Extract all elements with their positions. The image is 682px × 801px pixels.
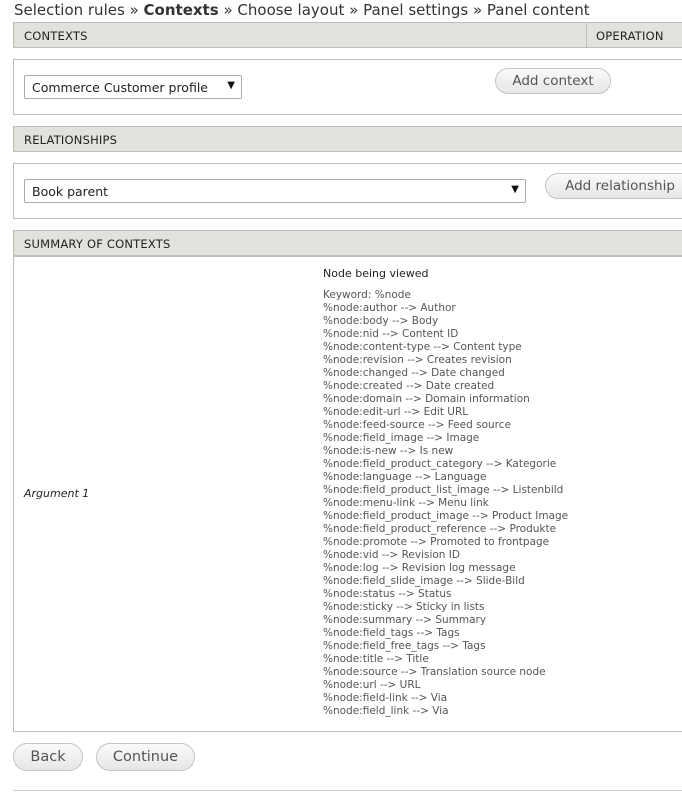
list-item: Keyword: %node	[323, 289, 411, 301]
list-item: %node:created --> Date created	[323, 380, 495, 392]
breadcrumb-item-selection-rules: Selection rules	[14, 1, 125, 19]
list-item: %node:changed --> Date changed	[323, 367, 505, 379]
breadcrumb-separator: »	[129, 1, 139, 19]
list-item: %node:field_free_tags --> Tags	[323, 640, 486, 652]
context-type-select-value: Commerce Customer profile	[32, 80, 208, 95]
breadcrumb-separator: »	[223, 1, 233, 19]
list-item: %node:field_product_image --> Product Image	[323, 510, 569, 522]
add-context-button[interactable]: Add context	[495, 68, 611, 94]
relationship-type-select-value: Book parent	[32, 184, 109, 199]
continue-button[interactable]: Continue	[96, 743, 195, 771]
list-item: %node:field_product_category --> Kategorie	[323, 458, 557, 470]
list-item: %node:language --> Language	[323, 471, 487, 483]
list-item: %node:field_image --> Image	[323, 432, 480, 444]
operation-header-label: OPERATION	[596, 29, 664, 43]
list-item: %node:field_slide_image --> Slide-Bild	[323, 575, 525, 587]
add-relationship-button[interactable]: Add relationship	[545, 173, 682, 199]
breadcrumb-item-panel-content: Panel content	[486, 1, 590, 19]
list-item: %node:field-link --> Via	[323, 692, 448, 704]
list-item: %node:field_link --> Via	[323, 705, 449, 717]
list-item: %node:author --> Author	[323, 302, 456, 314]
relationships-table-header	[13, 126, 682, 152]
list-item: %node:source --> Translation source node	[323, 666, 546, 678]
breadcrumb-item-panel-settings: Panel settings	[363, 1, 469, 19]
context-keyword-list	[323, 289, 568, 718]
context-type-select[interactable]	[24, 75, 242, 99]
relationships-header-label: RELATIONSHIPS	[24, 133, 118, 147]
list-item: %node:sticky --> Sticky in lists	[323, 601, 485, 613]
dropdown-arrow-icon: ▼	[227, 80, 235, 91]
list-item: %node:revision --> Creates revision	[323, 354, 512, 366]
context-title: Node being viewed	[323, 267, 429, 280]
breadcrumb-item-contexts: Contexts	[143, 1, 219, 19]
dropdown-arrow-icon: ▼	[511, 184, 519, 195]
list-item: %node:content-type --> Content type	[323, 341, 522, 353]
list-item: %node:menu-link --> Menu link	[323, 497, 489, 509]
list-item: %node:promote --> Promoted to frontpage	[323, 536, 550, 548]
summary-panel	[13, 256, 682, 732]
contexts-header-label: CONTEXTS	[24, 29, 88, 43]
breadcrumb-separator: »	[472, 1, 483, 19]
list-item: %node:is-new --> Is new	[323, 445, 454, 457]
list-item: %node:url --> URL	[323, 679, 421, 691]
list-item: %node:edit-url --> Edit URL	[323, 406, 469, 418]
summary-header-label: SUMMARY OF CONTEXTS	[24, 237, 171, 251]
list-item: %node:log --> Revision log message	[323, 562, 516, 574]
back-button[interactable]: Back	[13, 743, 83, 771]
list-item: %node:field_product_list_image --> Listenbild	[323, 484, 564, 496]
breadcrumb-item-choose-layout: Choose layout	[237, 1, 345, 19]
list-item: %node:vid --> Revision ID	[323, 549, 460, 561]
relationship-type-select[interactable]	[24, 179, 526, 203]
list-item: %node:body --> Body	[323, 315, 439, 327]
footer-divider	[13, 790, 682, 791]
list-item: %node:summary --> Summary	[323, 614, 487, 626]
list-item: %node:domain --> Domain information	[323, 393, 530, 405]
list-item: %node:feed-source --> Feed source	[323, 419, 511, 431]
list-item: %node:title --> Title	[323, 653, 429, 665]
contexts-table-header	[13, 22, 682, 48]
list-item: %node:nid --> Content ID	[323, 328, 459, 340]
header-column-divider	[586, 23, 587, 47]
breadcrumb	[14, 1, 590, 19]
relationships-panel	[13, 163, 682, 219]
summary-table-header	[13, 230, 682, 256]
breadcrumb-separator: »	[349, 1, 359, 19]
argument-label: Argument 1	[24, 487, 90, 500]
list-item: %node:field_tags --> Tags	[323, 627, 460, 639]
list-item: %node:field_product_reference --> Produkte	[323, 523, 557, 535]
list-item: %node:status --> Status	[323, 588, 452, 600]
contexts-panel	[13, 59, 682, 115]
